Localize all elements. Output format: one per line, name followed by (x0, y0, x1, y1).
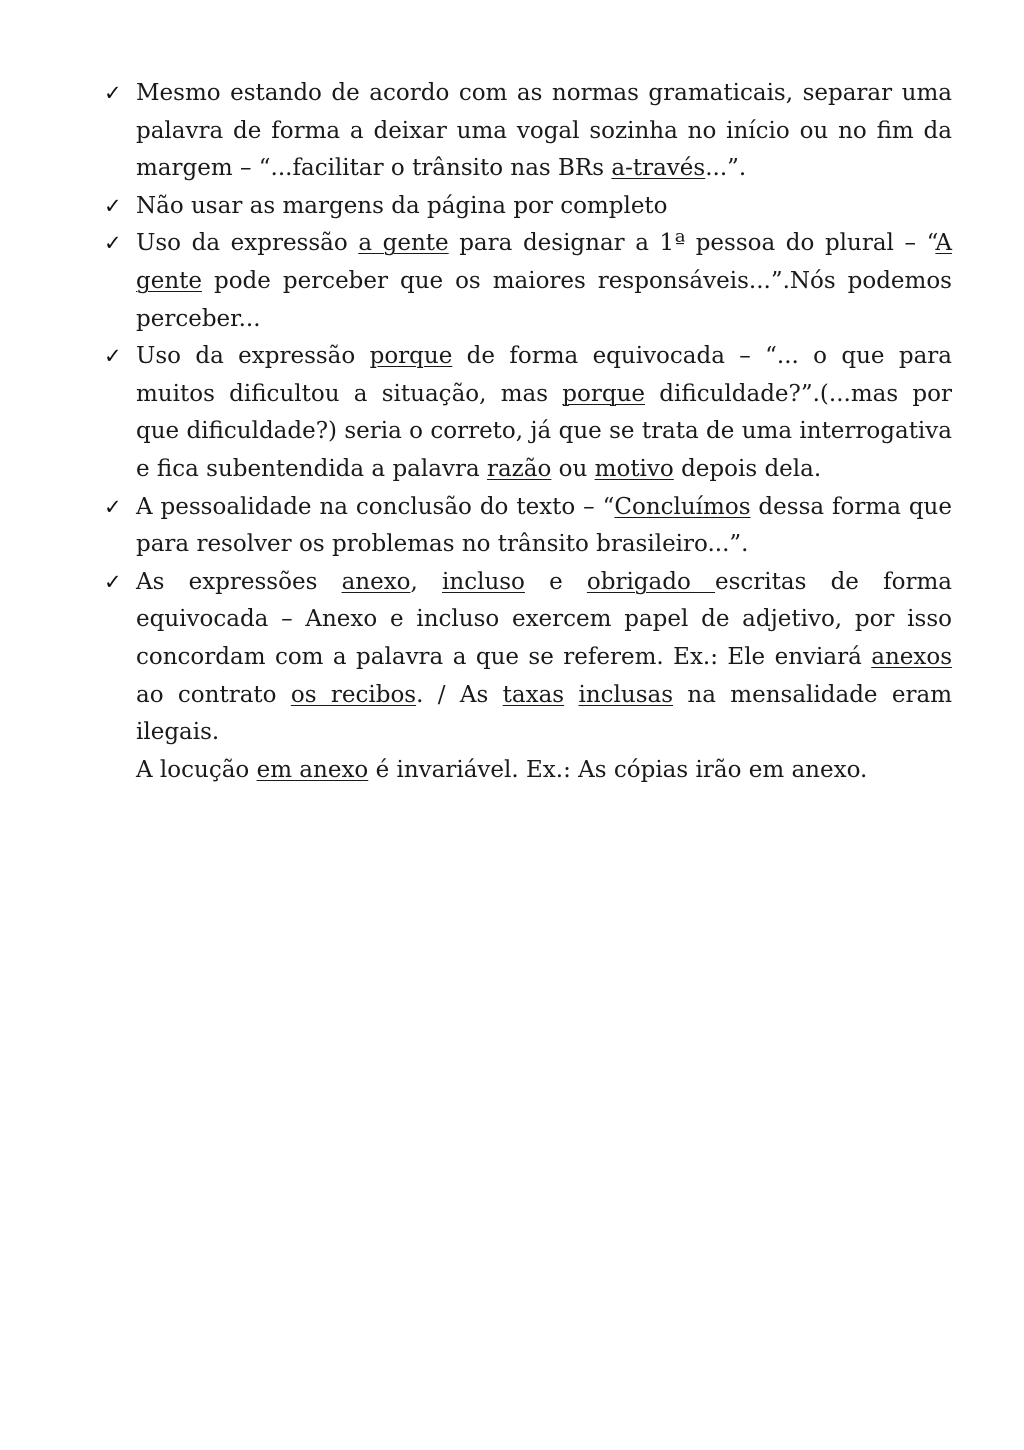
checklist-item-text (136, 80, 952, 181)
text-run: dificuldade?”.(...mas por que dificuldade?) seria o correto, já que se trata de uma interrogativa e fica subentendida a palavra (136, 380, 952, 482)
checklist-item (104, 188, 952, 226)
underlined-text: porque (562, 380, 646, 407)
underlined-text: A gente (136, 230, 952, 294)
underlined-text: razão (486, 455, 552, 482)
text-run: para designar a 1ª pessoa do plural – “ (448, 230, 936, 257)
checkmark-icon: ✓ (104, 193, 122, 218)
text-run: A locução (136, 756, 257, 783)
text-run: é invariável. Ex.: As cópias irão em anexo. (368, 756, 868, 783)
checkmark-icon: ✓ (104, 494, 122, 519)
checkmark-icon: ✓ (104, 569, 122, 594)
text-run: e (524, 568, 587, 595)
text-run: escritas de forma equivocada – Anexo e incluso exercem papel de adjetivo, por isso concordam com a palavra a que se referem. Ex.: Ele enviará (136, 568, 952, 670)
text-run: depois dela. (673, 455, 822, 482)
checklist-item (104, 564, 952, 752)
text-run: na mensalidade eram ilegais. (136, 681, 953, 746)
text-run: de forma equivocada – “... o que para muitos dificultou a situação, mas (136, 343, 952, 407)
underlined-text: taxas (502, 681, 565, 708)
underlined-text: motivo (594, 455, 674, 482)
checklist-item (104, 225, 952, 338)
checklist-item-text (136, 193, 668, 219)
text-run: Mesmo estando de acordo com as normas gramaticais, separar uma palavra de forma a deixar uma vogal sozinha no início ou no fim da margem – “...facilitar o trânsito nas BRs (136, 80, 952, 182)
document-content (104, 75, 952, 789)
checklist-item (104, 489, 952, 564)
checklist-item (104, 75, 952, 188)
checklist-item-text (136, 230, 952, 331)
underlined-text: os recibos (290, 681, 417, 708)
checkmark-icon: ✓ (104, 81, 122, 105)
checkmark-icon: ✓ (104, 344, 122, 369)
text-run: . / As (416, 681, 503, 708)
text-run (564, 682, 578, 708)
underlined-text: em anexo (256, 756, 369, 783)
checklist-item-text (136, 569, 952, 745)
underlined-text: a-través (611, 155, 706, 182)
text-run: ou (551, 455, 595, 482)
text-run: Não usar as margens da página por completo (136, 192, 668, 219)
text-run: Uso da expressão (136, 343, 370, 370)
underlined-text: anexo (341, 568, 411, 595)
text-run: As expressões (136, 568, 342, 595)
underlined-text: incluso (442, 568, 525, 595)
text-run: Uso da expressão (136, 230, 359, 257)
text-run: dessa forma que para resolver os problemas no trânsito brasileiro...”. (136, 493, 952, 558)
text-run: A pessoalidade na conclusão do texto – “ (136, 493, 615, 520)
underlined-text: anexos (871, 643, 952, 670)
underlined-text: inclusas (578, 681, 674, 708)
checklist (104, 75, 952, 752)
underlined-text: Concluímos (614, 493, 751, 520)
checklist-item-text (136, 343, 952, 482)
text-run: ...”. (705, 155, 747, 182)
text-run: ao contrato (136, 681, 291, 708)
checklist-item-text (136, 494, 952, 558)
text-run: pode perceber que os maiores responsáveis...”.Nós podemos perceber... (136, 267, 952, 332)
underlined-text: a gente (358, 230, 449, 257)
underlined-text: obrigado (586, 568, 715, 595)
text-run: , (410, 568, 443, 595)
checkmark-icon: ✓ (104, 231, 122, 256)
underlined-text: porque (369, 343, 453, 370)
extra-note (104, 752, 952, 790)
checklist-item (104, 338, 952, 488)
